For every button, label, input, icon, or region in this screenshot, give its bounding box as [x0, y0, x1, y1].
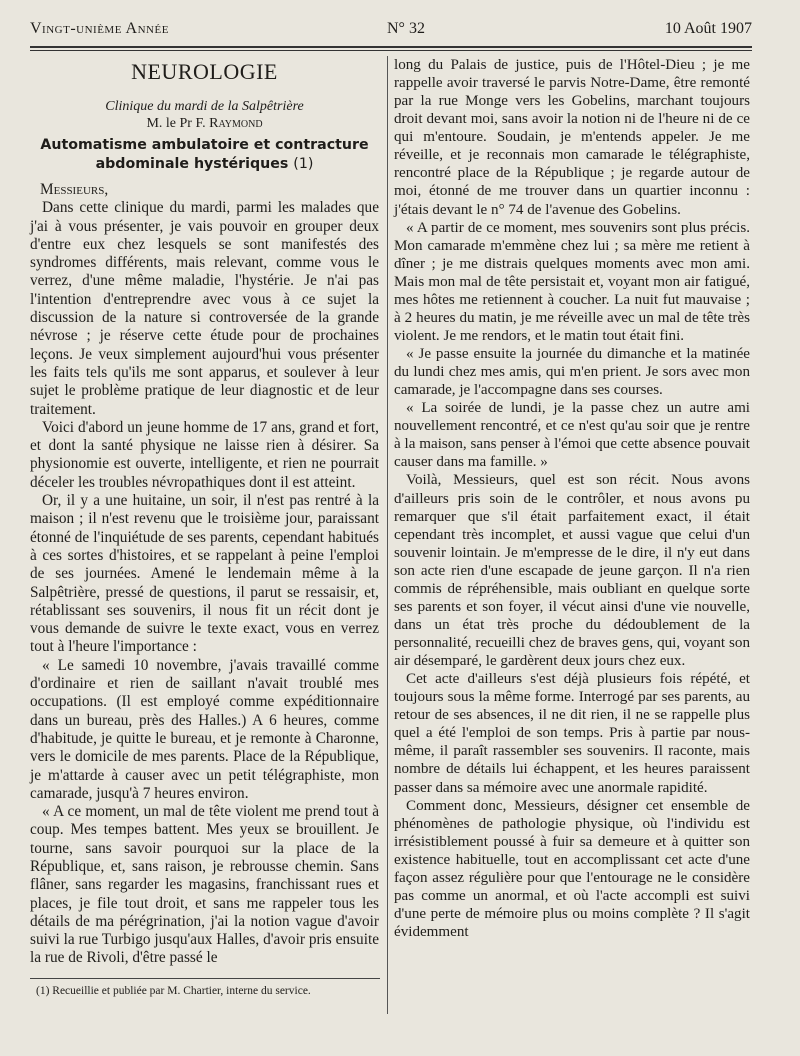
article-title-line-1: Automatisme ambulatoire et contracture: [40, 137, 369, 153]
header-rule-thin: [30, 50, 752, 51]
salutation: Messieurs,: [40, 181, 109, 198]
footnote-reference: (1): [293, 155, 314, 172]
paragraph: Or, il y a une huitaine, un soir, il n'est pas rentré à la maison ; il n'est revenu que le troisième jour, paraissant étonné de l'inquiétude de ses parents, cependant habitués à ces sortes d'histoires, et se rappelant à peine l'emploi de ses journées. Amené le lendemain même à la Salpêtrière, pressé de questions, il parut se ressaisir, et, rétablissant ses souvenirs, il nous fit un récit dont je vous demande de suivre le texte exact, vous en verrez tout à l'heure l'importance :: [30, 492, 379, 656]
article-title-line-2-text: abdominale hystériques: [95, 155, 289, 172]
left-column: [30, 56, 379, 968]
column-divider: [387, 56, 388, 1014]
professor-name: Raymond: [209, 116, 263, 131]
paragraph: « Le samedi 10 novembre, j'avais travaillé comme d'ordinaire et rien de saillant n'avait troublé mes occupations. (Il est employé comme expéditionnaire dans un bureau, près des Halles.) A 6 heures, comme d'habitude, je quitte le bureau, et je remonte à Charonne, vers le domicile de mes parents. Place de la République, je m'attarde à causer avec un petit télégraphiste, mon camarade, jusqu'à 7 heures environ.: [30, 656, 379, 802]
section-title: NEUROLOGIE: [131, 59, 278, 84]
paragraph: « A ce moment, un mal de tête violent me prend tout à coup. Mes tempes battent. Mes yeux se brouillent. Je tourne, sans savoir pourquoi sur la place de la République, et, sans raison, je rebrousse chemin. Sans flâner, sans regarder les magasins, franchissant rues et places, je file tout droit, et sans me rappeler tous les détails de ma pérégrination, j'ai la notion vague d'avoir suivi la rue Turbigo jusqu'aux Halles, d'avoir pris ensuite la rue de Rivoli, d'être passé le: [30, 803, 379, 967]
professor-line: [30, 115, 379, 133]
issue-date: 10 Août 1907: [664, 20, 752, 37]
volume-year: Vingt-unième Année: [30, 20, 169, 37]
running-header: [30, 20, 752, 42]
article-title: [30, 136, 379, 173]
issue-number: N° 32: [387, 20, 425, 37]
paragraph: Dans cette clinique du mardi, parmi les malades que j'ai à vous présenter, je vais pouvoir en grouper deux d'entre eux chez lesquels se sont manifestés des syndromes différents, mais relevant, comme vous le verrez, d'une même maladie, l'hystérie. Je n'ai pas l'intention d'entreprendre avec vous à ce sujet la discussion de la nature si controversée de la grande névrose ; je réserve cette étude pour de prochaines leçons. Je veux simplement aujourd'hui vous présenter les faits tels qu'ils me sont apparus, et soulever à leur sujet le problème pratique de leur diagnostic et de leur traitement.: [30, 199, 379, 418]
paragraph: long du Palais de justice, puis de l'Hôtel-Dieu ; je me rappelle avoir traversé le parvis Notre-Dame, être remonté par la rue Monge vers les Gobelins, marchant toujours droit devant moi, sans avoir la notion ni de l'heure ni de ce qui m'entoure. Soudain, je m'entends appeler. Je me réveille, et je reconnais mon camarade le télégraphiste, rencontré place de la République ; je regarde autour de moi, étonné de me trouver dans un quartier inconnu : j'étais devant le n° 74 de l'avenue des Gobelins.: [394, 57, 750, 218]
paragraph: Comment donc, Messieurs, désigner cet ensemble de phénomènes de pathologie physique, où l'individu est irrésistiblement poussé à fuir sa demeure et à quitter son existence habituelle, tout en accomplissant cet acte d'une façon assez régulière pour que l'entourage ne le considère pas comme un anormal, et où l'acte accompli est suivi d'une perte de mémoire plus ou moins complète ? Il s'agit évidemment: [394, 797, 750, 940]
paragraph: Cet acte d'ailleurs s'est déjà plusieurs fois répété, et toujours sous la même forme. Interrogé par ses parents, au retour de ses absences, il ne dit rien, il ne se rappelle plus quel a été l'emploi de son temps. Pris à partie par nous-même, il paraît rassembler ses souvenirs. Il raconte, mais nombre de détails lui échappent, et les heures paraissent passer dans sa mémoire avec une anormale rapidité.: [394, 671, 750, 796]
paragraph: Voici d'abord un jeune homme de 17 ans, grand et fort, et dont la santé physique ne laisse rien à désirer. Sa physionomie est ouverte, intelligente, et rien ne pourrait déceler les troubles névropathiques dont il est atteint.: [30, 418, 379, 491]
footnote-rule: [30, 978, 380, 979]
paragraph: « A partir de ce moment, mes souvenirs sont plus précis. Mon camarade m'emmène chez lui ; sa mère me retient à dîner ; je me distrais quelques moments avec mon ami. Mais mon mal de tête persistait et, voyant mon air fatigué, mes hôtes me retiennent à coucher. La nuit fut mauvaise ; à 2 heures du matin, je me réveille avec un mal de tête très violent. Je me rendors, et le matin tout était fini.: [394, 219, 750, 344]
paragraph: « Je passe ensuite la journée du dimanche et la matinée du lundi chez mes amis, qui m'en prient. Je sors avec mon camarade, je l'accompagne dans ses courses.: [394, 346, 750, 399]
footnote: (1) Recueillie et publiée par M. Chartier, interne du service.: [36, 985, 311, 997]
paragraph: Voilà, Messieurs, quel est son récit. Nous avons d'ailleurs pris soin de le contrôler, et nous avons pu remarquer que s'il était parfaitement exact, il était cependant très incomplet, et aussi vague que celui d'un souvenir lointain. Je m'empresse de le dire, il n'y eut dans son acte rien d'une escapade de jeune garçon. Il n'a rien commis de répréhensible, mais oubliant en quelque sorte ses parents et son foyer, il vécut ainsi d'une vie nouvelle, dans un état très proche du dédoublement de la personnalité, recueilli chez de braves gens, qui, voyant son air désemparé, le gardèrent deux jours chez eux.: [394, 472, 750, 670]
paragraph: « La soirée de lundi, je la passe chez un autre ami nouvellement rencontré, et ce n'est qu'au soir que je rentre à la maison, sans penser à l'émoi que cette absence pouvait causer dans ma famille. »: [394, 400, 750, 471]
clinic-name: Clinique du mardi de la Salpêtrière: [105, 99, 304, 114]
right-column: [394, 56, 750, 941]
header-rule-thick: [30, 46, 752, 48]
professor-prefix: M. le Pr F.: [146, 116, 206, 131]
article-title-line-2: [30, 155, 379, 174]
